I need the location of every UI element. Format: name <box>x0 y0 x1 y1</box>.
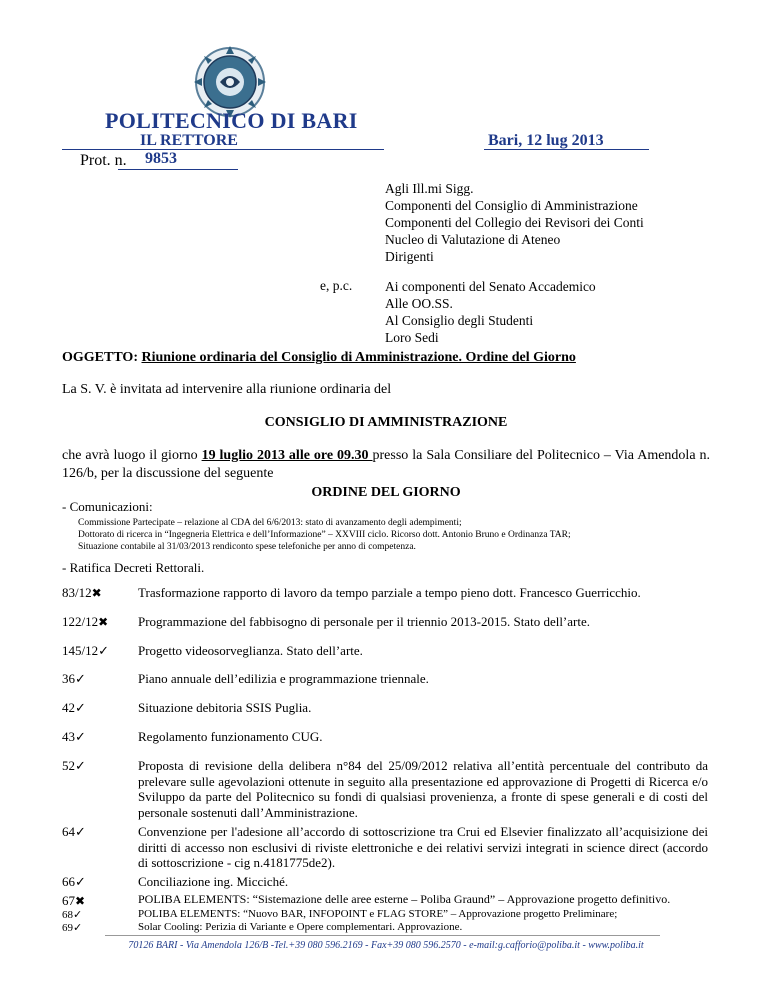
recipient-line: Dirigenti <box>385 249 434 264</box>
communication-item: Commissione Partecipate – relazione al CDA del 6/6/2013: stato di avanzamento degli adempimenti; <box>78 518 462 528</box>
item-code: 43✓ <box>62 729 86 744</box>
communications-label: - Comunicazioni: <box>62 499 153 514</box>
subject-text: Riunione ordinaria del Consiglio di Amministrazione. Ordine del Giorno <box>141 350 576 365</box>
office-title: IL RETTORE <box>140 132 238 149</box>
meeting-date-time: 19 luglio 2013 alle ore 09.30 <box>201 448 373 463</box>
university-name: POLITECNICO DI BARI <box>105 108 358 133</box>
cc-recipient-line: Ai componenti del Senato Accademico <box>385 279 596 294</box>
item-text: Progetto videosorveglianza. Stato dell’arte. <box>138 643 363 658</box>
meeting-pre: che avrà luogo il giorno <box>62 448 202 463</box>
item-code: 68✓ <box>62 909 83 921</box>
item-code: 42✓ <box>62 700 86 715</box>
cc-label: e, p.c. <box>320 278 353 293</box>
subject-line <box>62 350 576 366</box>
item-text: Solar Cooling: Perizia di Variante e Opere complementari. Approvazione. <box>138 921 463 933</box>
item-text: Proposta di revisione della delibera n°84 del 25/09/2012 relativa all’entità percentuale del contributo da prelevare sulle agevolazioni ottenute in seguito alla presentazione ed approvazione di Progetti di Ricerca e/o Sviluppo da parte del Politecnico su fondi di qualsiasi provenienza, a fronte di spese generali e di costi del personale sostenuti dall’Amministrazione. <box>138 758 708 820</box>
meeting-post: presso la Sala Consiliare del Politecnico – Via Amendola n. 126/b, per la discussione del seguente <box>62 448 710 481</box>
recipient-line: Agli Ill.mi Sigg. <box>385 181 474 196</box>
item-code: 66✓ <box>62 874 86 889</box>
footer-address: 70126 BARI - Via Amendola 126/B -Tel.+39 080 596.2169 - Fax+39 080 596.2570 - e-mail:g.cafforio@poliba.it - www.poliba.it <box>128 940 644 951</box>
item-code: 52✓ <box>62 758 86 773</box>
subject-label: OGGETTO: <box>62 350 138 365</box>
check-mark-icon: ✓ <box>75 824 86 839</box>
check-mark-icon: ✓ <box>75 671 86 686</box>
communications-list <box>78 517 571 553</box>
item-code: 69✓ <box>62 922 83 934</box>
check-mark-icon: ✓ <box>73 909 83 921</box>
item-text: POLIBA ELEMENTS: “Nuovo BAR, INFOPOINT e FLAG STORE” – Approvazione progetto Preliminare; <box>138 908 618 920</box>
cc-recipient-line: Loro Sedi <box>385 330 439 345</box>
protocol-number: 9853 <box>145 150 177 167</box>
check-mark-icon: ✓ <box>75 874 86 889</box>
cc-recipient-line: Al Consiglio degli Studenti <box>385 313 534 328</box>
protocol-underline <box>118 169 238 170</box>
header-rule-right <box>484 149 649 150</box>
recipient-line: Componenti del Collegio dei Revisori dei Conti <box>385 215 644 230</box>
recipient-line: Nucleo di Valutazione di Ateneo <box>385 232 561 247</box>
cross-mark-icon: ✖ <box>75 894 86 908</box>
item-code: 67✖ <box>62 893 86 908</box>
council-title: CONSIGLIO DI AMMINISTRAZIONE <box>264 415 508 430</box>
check-mark-icon: ✓ <box>75 758 86 773</box>
cross-mark-icon: ✖ <box>91 586 102 600</box>
item-text: Situazione debitoria SSIS Puglia. <box>138 700 312 715</box>
cc-recipient-line: Alle OO.SS. <box>385 296 453 311</box>
item-text: Convenzione per l'adesione all’accordo di sottoscrizione tra Crui ed Elsevier finalizzato all’acquisizione dei diritti di accesso non esclusivi di riviste elettroniche e dei relativi servizi integrati in science direct (accordo di sottoscrizione - cig n.4181775de2). <box>138 824 708 870</box>
meeting-details <box>62 447 710 483</box>
item-code: 36✓ <box>62 671 86 686</box>
item-code: 145/12✓ <box>62 643 110 658</box>
communication-item: Situazione contabile al 31/03/2013 rendiconto spese telefoniche per anno di competenza. <box>78 542 416 552</box>
ratifica-label: - Ratifica Decreti Rettorali. <box>62 560 205 575</box>
item-text: Regolamento funzionamento CUG. <box>138 729 323 744</box>
protocol-label: Prot. n. <box>80 152 127 169</box>
letter-date: Bari, 12 lug 2013 <box>488 132 604 149</box>
item-text: Conciliazione ing. Micciché. <box>138 874 289 889</box>
invite-line: La S. V. è invitata ad intervenire alla riunione ordinaria del <box>62 382 392 397</box>
cross-mark-icon: ✖ <box>98 615 109 629</box>
item-text: Programmazione del fabbisogno di personale per il triennio 2013-2015. Stato dell’arte. <box>138 614 590 629</box>
footer-rule <box>105 935 660 936</box>
recipients-block <box>385 180 644 265</box>
check-mark-icon: ✓ <box>75 700 86 715</box>
communication-item: Dottorato di ricerca in “Ingegneria Elettrica e dell’Informazione” – XXVIII ciclo. Ricorso dott. Antonio Bruno e Ordinanza TAR; <box>78 530 571 540</box>
item-text: Trasformazione rapporto di lavoro da tempo parziale a tempo pieno dott. Francesco Guerricchio. <box>138 585 641 600</box>
item-text: POLIBA ELEMENTS: “Sistemazione delle aree esterne – Poliba Graund” – Approvazione progetto definitivo. <box>138 892 671 906</box>
check-mark-icon: ✓ <box>98 643 110 658</box>
check-mark-icon: ✓ <box>75 729 86 744</box>
recipient-line: Componenti del Consiglio di Amministrazione <box>385 198 638 213</box>
check-mark-icon: ✓ <box>73 922 83 934</box>
header-rule-left <box>62 149 384 150</box>
item-code: 122/12✖ <box>62 614 109 629</box>
item-code: 83/12✖ <box>62 585 102 600</box>
cc-recipients-block <box>385 278 596 346</box>
item-code: 64✓ <box>62 824 86 839</box>
agenda-title: ORDINE DEL GIORNO <box>311 485 461 500</box>
item-text: Piano annuale dell’edilizia e programmazione triennale. <box>138 671 429 686</box>
